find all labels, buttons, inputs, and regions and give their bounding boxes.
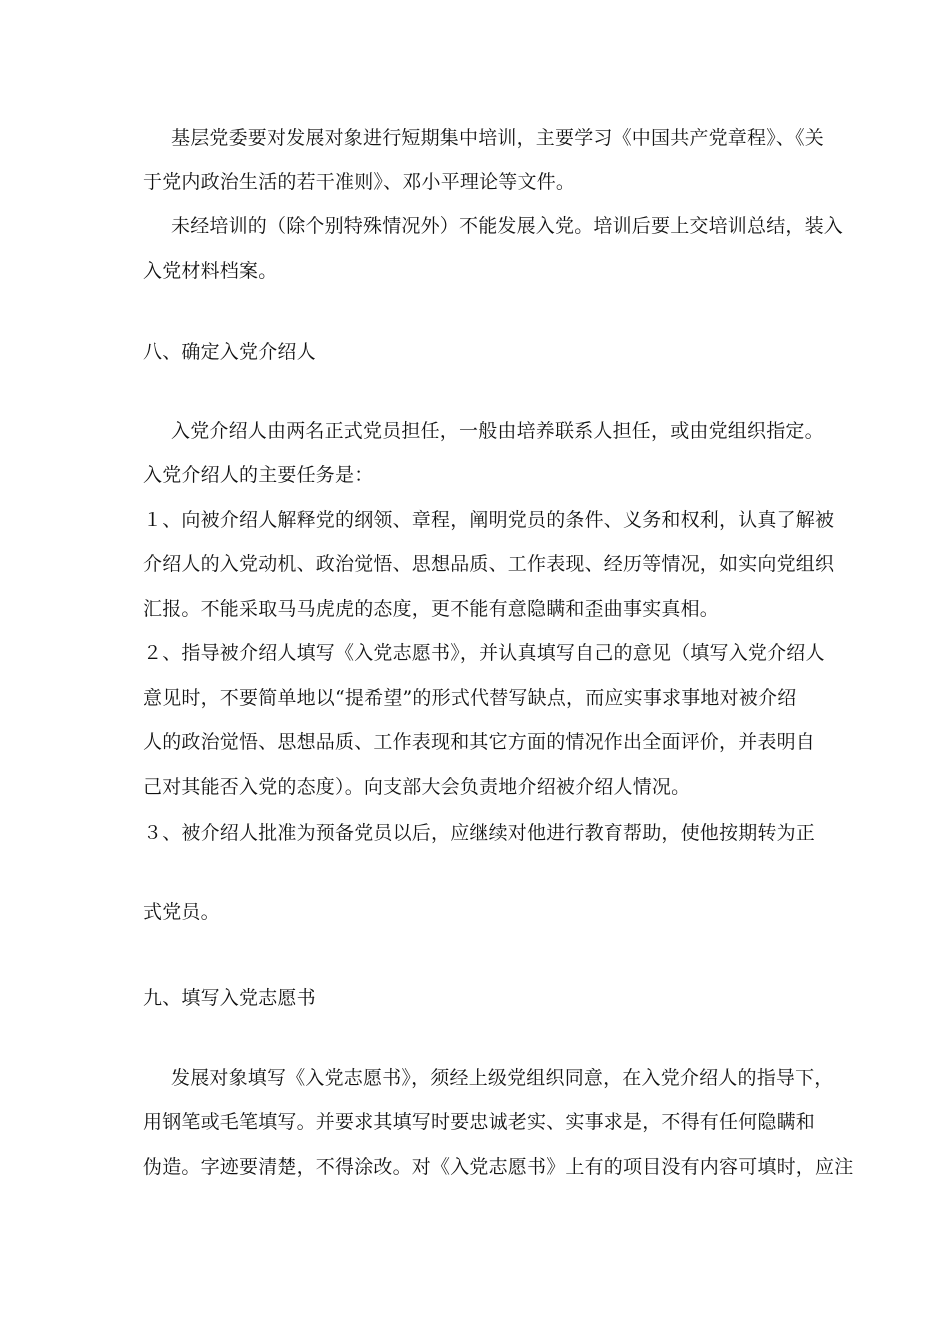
paragraph-training-line-1: 基层党委要对发展对象进行短期集中培训，主要学习《中国共产党章程》、《关 [171, 127, 825, 149]
paragraph-untrained-line-1: 未经培训的（除个别特殊情况外）不能发展入党。培训后要上交培训总结，装入 [171, 215, 844, 237]
list-item-2-line-4: 己对其能否入党的态度）。向支部大会负责地介绍被介绍人情况。 [143, 776, 691, 798]
list-item-2-line-2: 意见时，不要简单地以“提希望”的形式代替写缺点，而应实事求事地对被介绍 [143, 687, 797, 709]
list-item-1-line-2: 介绍人的入党动机、政治觉悟、思想品质、工作表现、经历等情况，如实向党组织 [143, 553, 835, 575]
list-item-1-line-1: １、向被介绍人解释党的纲领、章程，阐明党员的条件、义务和权利，认真了解被 [143, 509, 835, 531]
paragraph-application-line-1: 发展对象填写《入党志愿书》，须经上级党组织同意，在入党介绍人的指导下， [171, 1067, 834, 1089]
paragraph-training-line-2: 于党内政治生活的若干准则》、邓小平理论等文件。 [143, 171, 576, 193]
paragraph-application-line-2: 用钢笔或毛笔填写。并要求其填写时要忠诚老实、实事求是，不得有任何隐瞒和 [143, 1111, 816, 1133]
paragraph-introducer-line-2: 入党介绍人的主要任务是： [143, 464, 374, 486]
list-item-3-line-1: ３、被介绍人批准为预备党员以后，应继续对他进行教育帮助，使他按期转为正 [143, 822, 816, 844]
paragraph-untrained-line-2: 入党材料档案。 [143, 260, 278, 282]
list-item-2-line-1: ２、指导被介绍人填写《入党志愿书》，并认真填写自己的意见（填写入党介绍人 [143, 642, 825, 664]
list-item-1-line-3: 汇报。不能采取马马虎虎的态度，更不能有意隐瞒和歪曲事实真相。 [143, 598, 720, 620]
section-heading-8: 八、确定入党介绍人 [143, 341, 316, 363]
list-item-2-line-3: 人的政治觉悟、思想品质、工作表现和其它方面的情况作出全面评价，并表明自 [143, 731, 816, 753]
paragraph-introducer-line-1: 入党介绍人由两名正式党员担任，一般由培养联系人担任，或由党组织指定。 [171, 420, 824, 442]
paragraph-application-line-3: 伪造。字迹要清楚，不得涂改。对《入党志愿书》上有的项目没有内容可填时，应注 [143, 1156, 854, 1178]
section-heading-9: 九、填写入党志愿书 [143, 987, 316, 1009]
list-item-3-line-2: 式党员。 [143, 901, 220, 923]
